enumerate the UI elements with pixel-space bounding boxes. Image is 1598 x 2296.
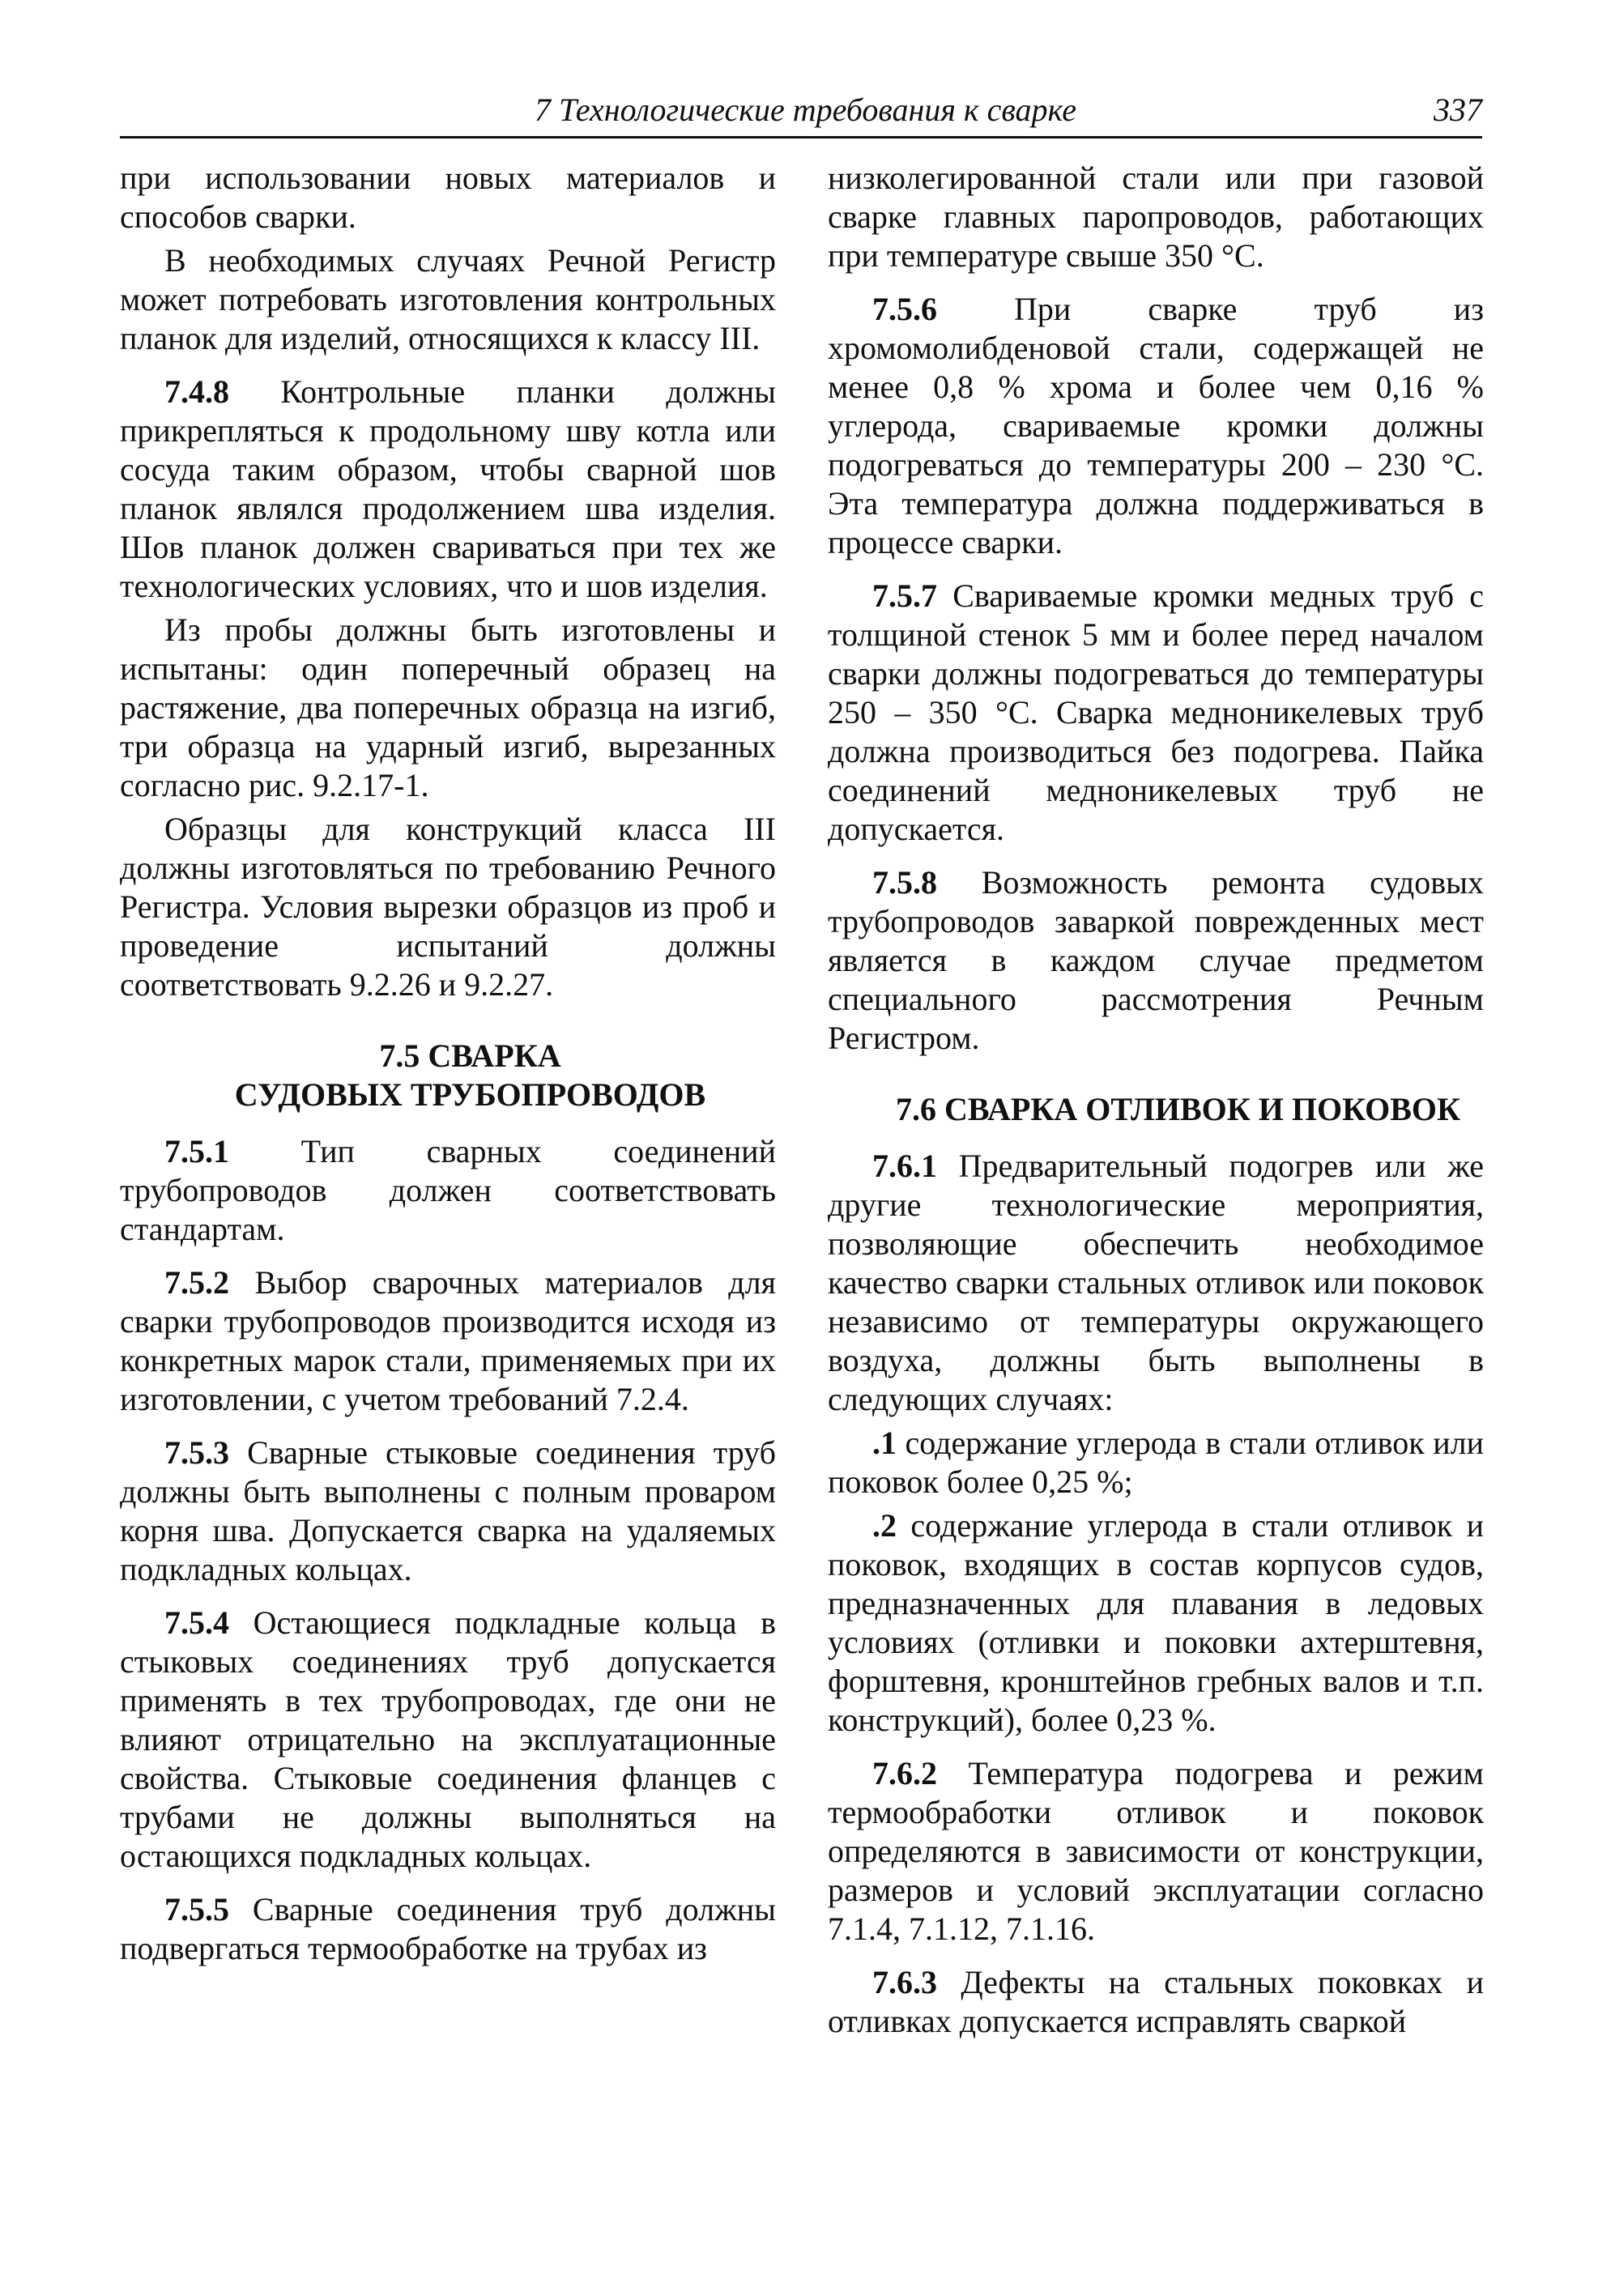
paragraph-7-4-8	[120, 373, 776, 606]
section-heading-7-5	[120, 1037, 776, 1114]
item-number: .1	[872, 1425, 897, 1461]
clause-number: 7.5.1	[164, 1133, 229, 1169]
clause-number: 7.5.3	[164, 1434, 229, 1471]
clause-text: Сварные стыковые соединения труб должны быть выполнены с полным проваром корня шва. Допускается сварка на удаляемых подкладных кольцах.	[120, 1434, 776, 1587]
clause-number: 7.5.2	[164, 1264, 229, 1301]
clause-number: 7.5.5	[164, 1891, 229, 1928]
paragraph: Из пробы должны быть изготовлены и испытаны: один поперечный образец на растяжение, два поперечных образца на изгиб, три образца на ударный изгиб, вырезанных согласно рис. 9.2.17-1.	[120, 611, 776, 803]
clause-number: 7.5.7	[872, 577, 937, 614]
clause-text: Сварные соединения труб должны подвергаться термообработке на трубах из	[120, 1891, 776, 1966]
clause-text: Возможность ремонта судовых трубопроводов заваркой поврежденных мест является в каждом случае предметом специального рассмотрения Речным Регистром.	[828, 864, 1484, 1056]
paragraph-7-6-2	[828, 1754, 1484, 1949]
paragraph-7-5-7	[828, 577, 1484, 849]
paragraph-7-6-1	[828, 1147, 1484, 1419]
list-item	[828, 1506, 1484, 1740]
item-number: .2	[872, 1507, 897, 1544]
running-header	[120, 87, 1482, 136]
page-number: 337	[1434, 92, 1482, 128]
paragraph-7-5-6	[828, 290, 1484, 562]
clause-number: 7.5.8	[872, 864, 937, 901]
clause-text: Выбор сварочных материалов для сварки трубопроводов производится исходя из конкретных марок стали, применяемых при их изготовлении, с учетом требований 7.2.4.	[120, 1264, 776, 1417]
left-column	[120, 159, 776, 1968]
paragraph: В необходимых случаях Речной Регистр может потребовать изготовления контрольных планок для изделий, относящихся к классу III.	[120, 242, 776, 356]
paragraph-7-5-8	[828, 863, 1484, 1058]
clause-number: 7.5.6	[872, 291, 937, 327]
clause-text: Предварительный подогрев или же другие технологические мероприятия, позволяющие обеспечить необходимое качество сварки стальных отливок или поковок независимо от температуры окружающего воздуха, должны быть выполнены в следующих случаях:	[828, 1148, 1484, 1417]
clause-number: 7.6.2	[872, 1755, 937, 1791]
paragraph-7-5-2	[120, 1263, 776, 1419]
clause-text: Остающиеся подкладные кольца в стыковых соединениях труб допускается применять в тех трубопроводах, где они не влияют отрицательно на эксплуатационные свойства. Стыковые соединения фланцев с трубами не должны выполняться на остающихся подкладных кольцах.	[120, 1604, 776, 1874]
paragraph: при использовании новых материалов и способов сварки.	[120, 160, 776, 235]
right-column	[828, 159, 1484, 2041]
clause-text: Дефекты на стальных поковках и отливках допускается исправлять сваркой	[828, 1964, 1484, 2039]
paragraph-7-6-3	[828, 1963, 1484, 2041]
clause-text: Свариваемые кромки медных труб с толщиной стенок 5 мм и более перед началом сварки должны подогреваться до температуры 250 – 350 °С. Сварка медноникелевых труб должна производиться без подогрева. Пайка соединений медноникелевых труб не допускается.	[828, 577, 1484, 847]
clause-text: При сварке труб из хромомолибденовой стали, содержащей не менее 0,8 % хрома и более чем 0,16 % углерода, свариваемые кромки должны подогреваться до температуры 200 – 230 °С. Эта температура должна поддерживаться в процессе сварки.	[828, 291, 1484, 560]
section-heading-7-6: 7.6 СВАРКА ОТЛИВОК И ПОКОВОК	[895, 1091, 1461, 1127]
paragraph-7-5-5	[120, 1890, 776, 1968]
clause-number: 7.5.4	[164, 1604, 229, 1641]
clause-text: Контрольные планки должны прикрепляться к продольному шву котла или сосуда таким образом, чтобы сварной шов планок являлся продолжением шва изделия. Шов планок должен свариваться при тех же технологических условиях, что и шов изделия.	[120, 373, 776, 604]
clause-number: 7.6.1	[872, 1148, 937, 1184]
section-heading-line: СУДОВЫХ ТРУБОПРОВОДОВ	[234, 1076, 706, 1113]
item-text: содержание углерода в стали отливок и поковок, входящих в состав корпусов судов, предназначенных для плавания в ледовых условиях (отливки и поковки ахтерштевня, форштевня, кронштейнов гребных валов и т.п. конструкций), более 0,23 %.	[828, 1507, 1484, 1738]
paragraph-7-5-1	[120, 1132, 776, 1249]
section-heading-line: 7.5 СВАРКА	[379, 1037, 561, 1074]
paragraph: низколегированной стали или при газовой сварке главных паропроводов, работающих при температуре свыше 350 °С.	[828, 160, 1484, 274]
clause-number: 7.6.3	[872, 1964, 937, 2000]
list-item	[828, 1424, 1484, 1502]
clause-text: Тип сварных соединений трубопроводов должен соответствовать стандартам.	[120, 1133, 776, 1247]
clause-text: Температура подогрева и режим термообработки отливок и поковок определяются в зависимости от конструкции, размеров и условий эксплуатации согласно 7.1.4, 7.1.12, 7.1.16.	[828, 1755, 1484, 1947]
running-header-title: 7 Технологические требования к сварке	[535, 92, 1076, 128]
paragraph-7-5-3	[120, 1433, 776, 1589]
clause-number: 7.4.8	[164, 373, 229, 410]
paragraph: Образцы для конструкций класса III должны изготовляться по требованию Речного Регистра. Условия вырезки образцов из проб и проведение испытаний должны соответствовать 9.2.26 и 9.2.27.	[120, 811, 776, 1003]
item-text: содержание углерода в стали отливок или поковок более 0,25 %;	[828, 1425, 1484, 1500]
header-rule	[120, 136, 1482, 138]
paragraph-7-5-4	[120, 1604, 776, 1876]
